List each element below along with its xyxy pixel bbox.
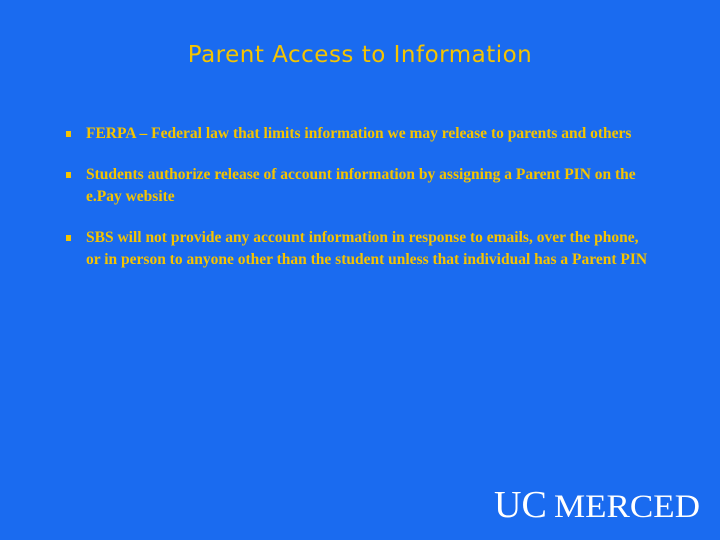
square-bullet-icon bbox=[66, 131, 71, 137]
bullet-item bbox=[66, 227, 656, 271]
bullet-item bbox=[66, 164, 656, 208]
bullet-text: FERPA – Federal law that limits information we may release to parents and others bbox=[86, 125, 632, 142]
logo-text-merced: MERCED bbox=[554, 489, 700, 523]
bullet-item bbox=[66, 123, 656, 145]
square-bullet-icon bbox=[66, 172, 71, 178]
bullet-text: Students authorize release of account information by assigning a Parent PIN on the e.Pay website bbox=[86, 166, 636, 205]
bullet-text: SBS will not provide any account information in response to emails, over the phone, or in person to anyone other than the student unless that individual has a Parent PIN bbox=[86, 229, 648, 268]
bullet-list bbox=[66, 123, 656, 290]
slide-title: Parent Access to Information bbox=[187, 42, 533, 68]
uc-merced-logo bbox=[494, 483, 702, 523]
logo-text-uc: UC bbox=[494, 484, 547, 523]
square-bullet-icon bbox=[66, 235, 71, 241]
